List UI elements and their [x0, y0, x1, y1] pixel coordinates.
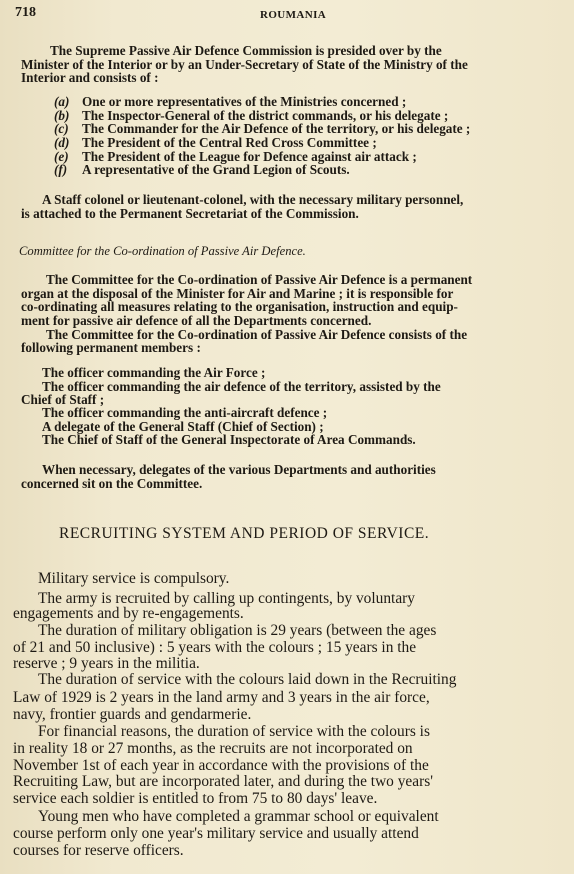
member-item-c [54, 122, 470, 135]
item-text: A representative of the Grand Legion of Scouts. [82, 162, 350, 177]
item-text: The President of the Central Red Cross Committee ; [82, 135, 377, 150]
recruiting-line-16: course perform only one year's military service and usually attend [13, 825, 419, 842]
committee-member-2: The officer commanding the air defence of the territory, assisted by the [42, 379, 441, 394]
committee-member-2-cont: Chief of Staff ; [21, 392, 105, 407]
committee-para2-line-1: The Committee for the Co-ordination of Passive Air Defence consists of the [46, 327, 468, 342]
staff-note-line-1: A Staff colonel or lieutenant-colonel, with the necessary military personnel, [42, 192, 464, 207]
item-text: The President of the League for Defence against air attack ; [82, 149, 417, 164]
committee-member-3: The officer commanding the anti-aircraft defence ; [42, 405, 328, 420]
running-title: ROUMANIA [260, 9, 327, 21]
recruiting-line-1: Military service is compulsory. [38, 570, 230, 587]
intro-line-1: The Supreme Passive Air Defence Commission is presided over by the [50, 43, 442, 58]
committee-member-5: The Chief of Staff of the General Inspectorate of Area Commands. [42, 432, 416, 447]
recruiting-line-2: The army is recruited by calling up contingents, by voluntary [38, 590, 415, 607]
section-heading-recruiting: RECRUITING SYSTEM AND PERIOD OF SERVICE. [59, 525, 430, 542]
committee-closing-line-1: When necessary, delegates of the various Departments and authorities [42, 462, 436, 477]
recruiting-line-13: Recruiting Law, but are incorporated later, and during the two years' [13, 773, 433, 790]
committee-para1-line-2: organ at the disposal of the Minister for Air and Marine ; it is responsible for [21, 286, 454, 301]
member-item-a [54, 95, 406, 108]
recruiting-line-6: reserve ; 9 years in the militia. [13, 655, 200, 672]
recruiting-line-3: engagements and by re-engagements. [13, 605, 244, 622]
staff-note-line-2: is attached to the Permanent Secretariat of the Commission. [21, 206, 359, 221]
committee-para1-line-4: ment for passive air defence of all the Departments concerned. [21, 313, 372, 328]
recruiting-line-9: navy, frontier guards and gendarmerie. [13, 706, 252, 723]
committee-member-1: The officer commanding the Air Force ; [42, 365, 266, 380]
page-number: 718 [15, 5, 36, 20]
recruiting-line-17: courses for reserve officers. [13, 842, 184, 859]
item-marker: (b) [54, 108, 70, 123]
member-item-d [54, 136, 377, 149]
committee-para1-line-3: co-ordinating all measures relating to the organisation, instruction and equip- [21, 299, 458, 314]
item-marker: (a) [54, 94, 70, 109]
committee-para2-line-2: following permanent members : [21, 340, 201, 355]
recruiting-line-15: Young men who have completed a grammar school or equivalent [38, 808, 439, 825]
recruiting-line-11: in reality 18 or 27 months, as the recruits are not incorporated on [13, 740, 413, 757]
committee-closing-line-2: concerned sit on the Committee. [21, 476, 203, 491]
recruiting-line-4: The duration of military obligation is 29 years (between the ages [38, 622, 437, 639]
committee-para1-line-1: The Committee for the Co-ordination of Passive Air Defence is a permanent [46, 272, 473, 287]
item-text: The Commander for the Air Defence of the territory, or his delegate ; [82, 121, 471, 136]
recruiting-line-10: For financial reasons, the duration of service with the colours is [38, 723, 430, 740]
committee-member-4: A delegate of the General Staff (Chief of Section) ; [42, 419, 324, 434]
recruiting-line-7: The duration of service with the colours laid down in the Recruiting [38, 671, 457, 688]
member-item-f [54, 163, 350, 176]
recruiting-line-14: service each soldier is entitled to from 75 to 80 days' leave. [13, 790, 378, 807]
intro-line-3: Interior and consists of : [21, 70, 159, 85]
item-marker: (c) [54, 121, 69, 136]
item-marker: (f) [54, 162, 68, 177]
intro-line-2: Minister of the Interior or by an Under-Secretary of State of the Ministry of the [21, 57, 468, 72]
section-heading-coordination: Committee for the Co-ordination of Passive Air Defence. [19, 244, 306, 258]
item-text: One or more representatives of the Ministries concerned ; [82, 94, 407, 109]
item-text: The Inspector-General of the district commands, or his delegate ; [82, 108, 449, 123]
item-marker: (d) [54, 135, 70, 150]
item-marker: (e) [54, 149, 69, 164]
recruiting-line-8: Law of 1929 is 2 years in the land army and 3 years in the air force, [13, 689, 430, 706]
recruiting-line-12: November 1st of each year in accordance with the provisions of the [13, 757, 429, 774]
recruiting-line-5: of 21 and 50 inclusive) : 5 years with the colours ; 15 years in the [13, 639, 417, 656]
